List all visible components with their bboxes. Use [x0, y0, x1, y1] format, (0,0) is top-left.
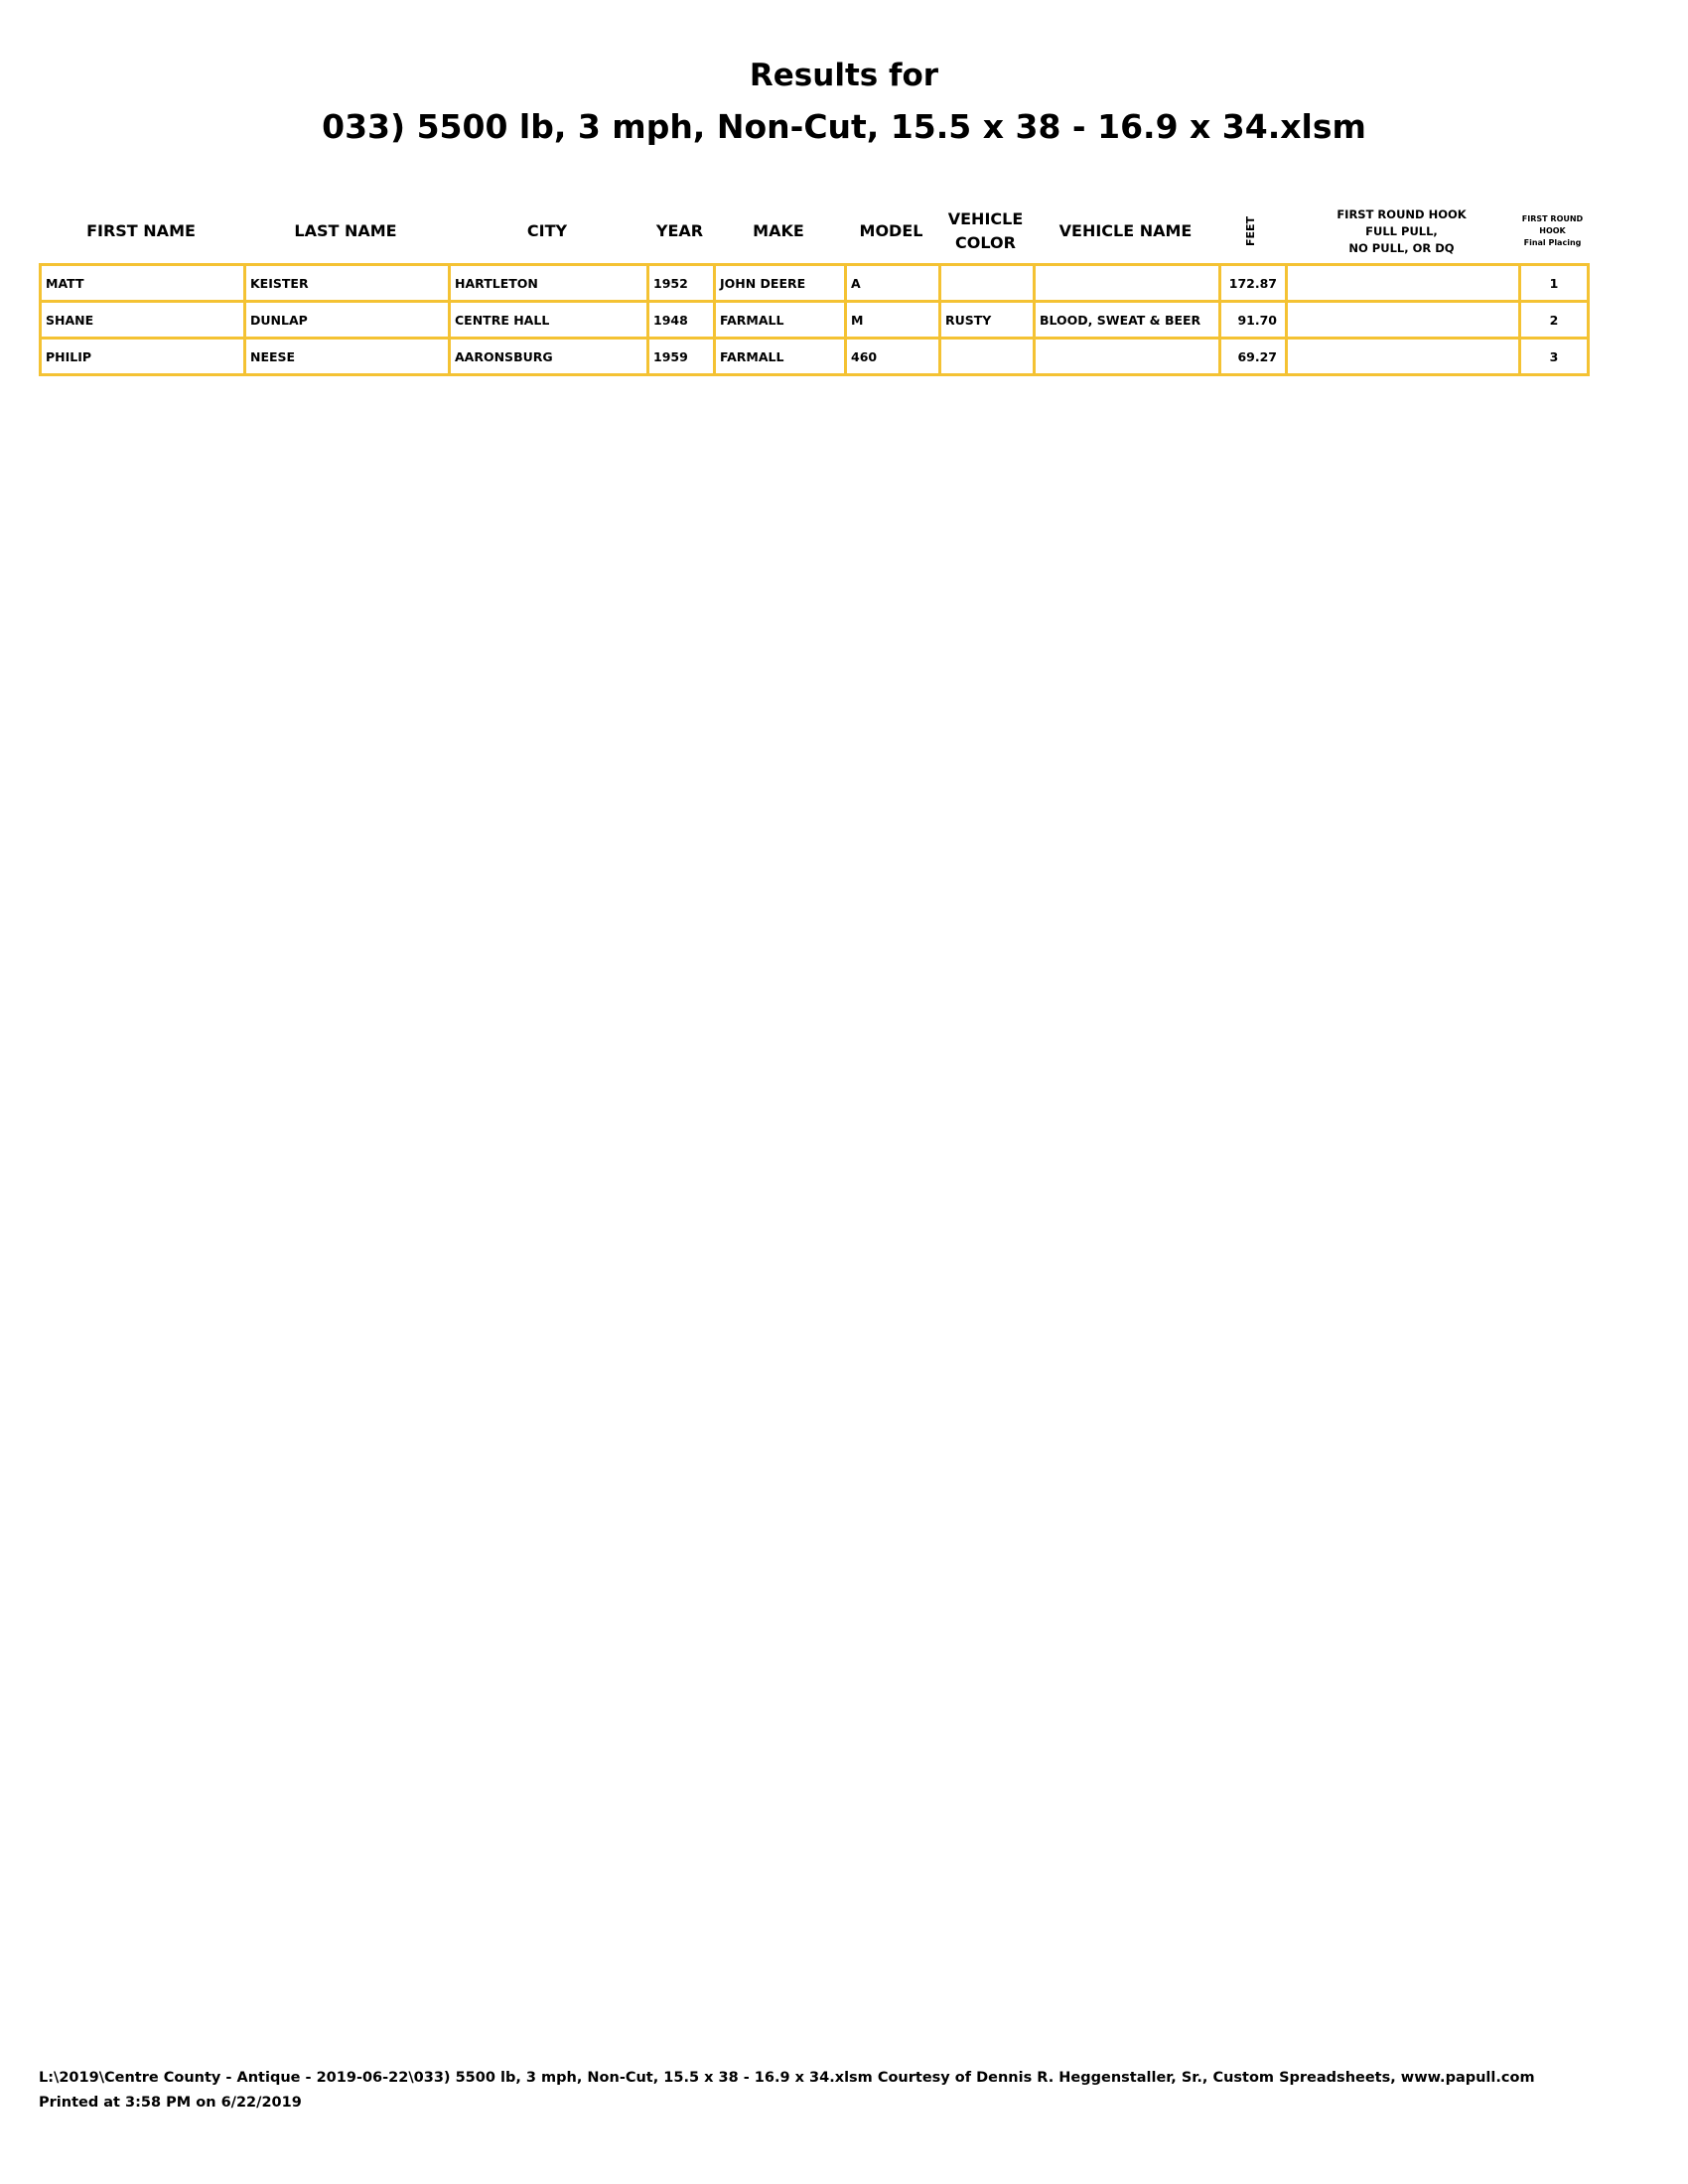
cell-city: AARONSBURG — [450, 339, 648, 375]
header-feet — [1218, 199, 1285, 264]
header-placing-line-3: Final Placing — [1523, 238, 1582, 247]
table-row — [41, 339, 1589, 375]
cell-feet: 69.27 — [1220, 339, 1287, 375]
header-city: CITY — [526, 221, 568, 240]
header-vehicle-color — [938, 199, 1033, 264]
cell-first-name: PHILIP — [41, 339, 245, 375]
cell-make: FARMALL — [715, 302, 846, 339]
cell-last-name: NEESE — [245, 339, 450, 375]
title-line-1: Results for — [749, 58, 939, 93]
table-row — [41, 302, 1589, 339]
cell-placing: 3 — [1520, 339, 1589, 375]
cell-make: FARMALL — [715, 339, 846, 375]
results-table — [39, 263, 1590, 376]
cell-model: 460 — [846, 339, 940, 375]
cell-feet: 91.70 — [1220, 302, 1287, 339]
cell-year: 1952 — [648, 265, 715, 302]
cell-last-name: KEISTER — [245, 265, 450, 302]
footer-printed-at: Printed at 3:58 PM on 6/22/2019 — [39, 2095, 302, 2111]
cell-placing: 1 — [1520, 265, 1589, 302]
header-final-placing — [1518, 199, 1587, 264]
header-year: YEAR — [655, 221, 704, 240]
cell-vehicle-name — [1035, 339, 1220, 375]
header-last-name: LAST NAME — [294, 221, 397, 240]
cell-first-round — [1287, 265, 1520, 302]
header-first-round-line-1: FIRST ROUND HOOK — [1336, 206, 1467, 221]
header-feet-label: FEET — [1244, 215, 1258, 247]
header-vehicle-color-line-2: COLOR — [955, 233, 1016, 252]
cell-year: 1959 — [648, 339, 715, 375]
header-first-round-line-2: FULL PULL, — [1365, 223, 1438, 238]
cell-first-name: SHANE — [41, 302, 245, 339]
header-vehicle-color-line-1: VEHICLE — [947, 209, 1024, 228]
cell-first-round — [1287, 302, 1520, 339]
header-first-round-line-3: NO PULL, OR DQ — [1348, 240, 1455, 255]
cell-city: CENTRE HALL — [450, 302, 648, 339]
cell-vehicle-name — [1035, 265, 1220, 302]
cell-first-name: MATT — [41, 265, 245, 302]
cell-model: A — [846, 265, 940, 302]
cell-last-name: DUNLAP — [245, 302, 450, 339]
header-first-name: FIRST NAME — [86, 221, 196, 240]
cell-city: HARTLETON — [450, 265, 648, 302]
table-row — [41, 265, 1589, 302]
cell-vehicle-name: BLOOD, SWEAT & BEER — [1035, 302, 1220, 339]
cell-first-round — [1287, 339, 1520, 375]
header-make: MAKE — [753, 221, 804, 240]
cell-vehicle-color — [940, 265, 1035, 302]
header-placing-line-2: HOOK — [1539, 226, 1566, 235]
cell-placing: 2 — [1520, 302, 1589, 339]
header-model: MODEL — [859, 221, 923, 240]
cell-vehicle-color — [940, 339, 1035, 375]
title-line-2: 033) 5500 lb, 3 mph, Non-Cut, 15.5 x 38 - 16.9 x 34.xlsm — [322, 107, 1366, 146]
cell-make: JOHN DEERE — [715, 265, 846, 302]
header-first-round-hook — [1285, 199, 1518, 264]
header-vehicle-name: VEHICLE NAME — [1058, 221, 1193, 240]
footer-file-path: L:\2019\Centre County - Antique - 2019-06-22\033) 5500 lb, 3 mph, Non-Cut, 15.5 x 38 - 16.9 x 34.xlsm Courtesy of Dennis R. Heggenstaller, Sr., Custom Spreadsheets, www.papull.com — [39, 2070, 1535, 2086]
cell-model: M — [846, 302, 940, 339]
cell-year: 1948 — [648, 302, 715, 339]
cell-vehicle-color: RUSTY — [940, 302, 1035, 339]
cell-feet: 172.87 — [1220, 265, 1287, 302]
header-placing-line-1: FIRST ROUND — [1521, 214, 1584, 223]
